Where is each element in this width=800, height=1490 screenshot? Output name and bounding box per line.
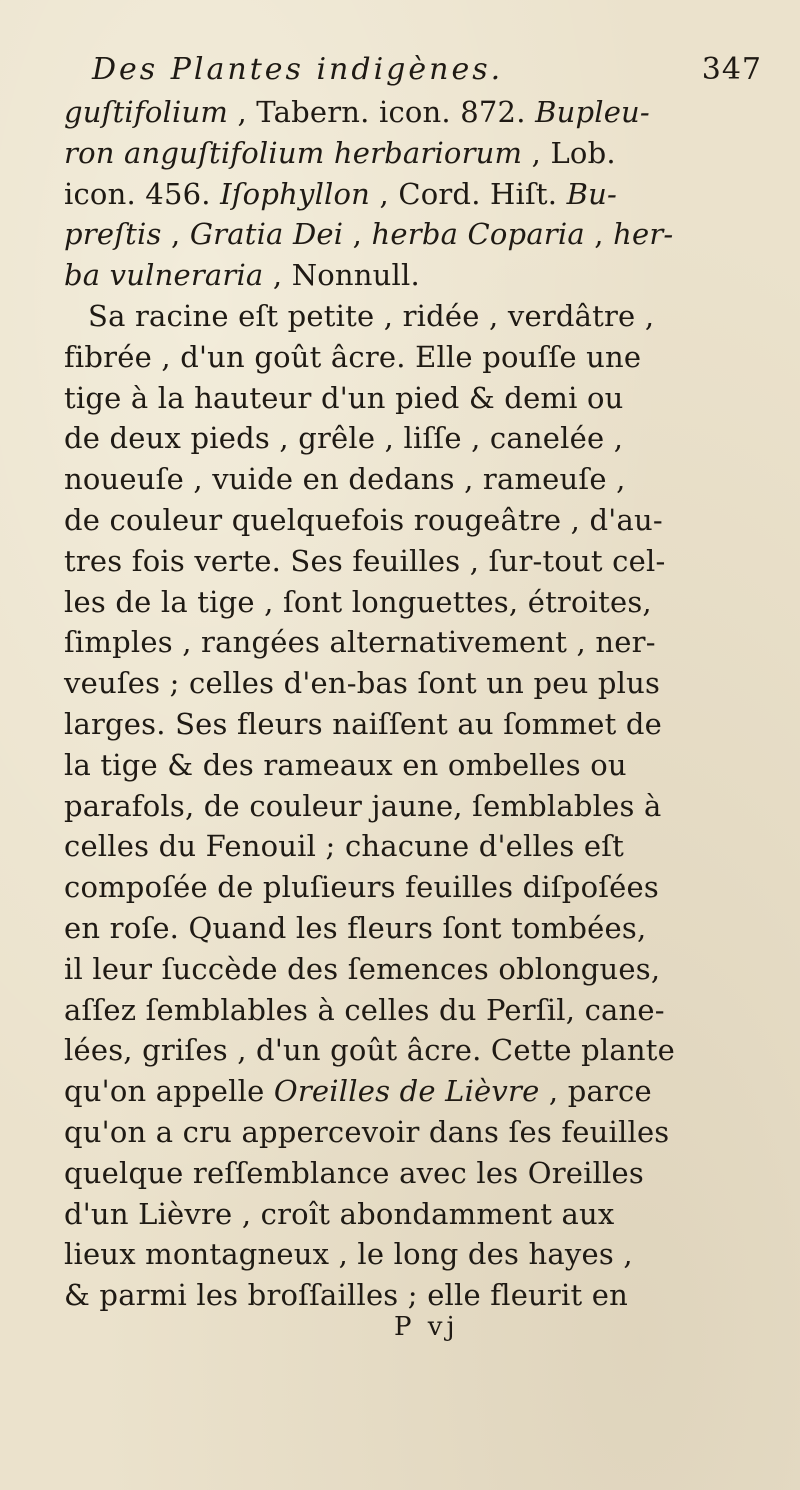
italic-segment: preſtis [64,217,162,252]
text-segment: de deux pieds , grêle , liſſe , canelée , [64,421,624,456]
text-segment: Sa racine eſt petite , ridée , verdâtre , [88,298,655,333]
text-segment: il leur ſuccède des ſemences oblongues, [64,951,661,986]
italic-segment: guſtifolium [64,95,229,129]
text-segment: tres fois verte. Ses feuilles , ſur-tout cel- [64,543,666,578]
italic-segment: Oreilles de Lièvre [273,1074,540,1109]
italic-segment: her- [613,217,674,252]
running-head [64,52,770,92]
italic-segment: Bu- [566,176,618,211]
text-segment: quelque reſſemblance avec les Oreilles [64,1155,644,1190]
text-line [64,826,770,867]
text-line [64,949,770,990]
text-line [64,867,770,908]
text-line [64,1030,770,1071]
body-text [64,92,770,1316]
text-segment: fibrée , d'un goût âcre. Elle pouſſe une [64,339,642,374]
text-segment: celles du Fenouil ; chacune d'elles eſt [64,829,624,864]
text-segment: noueuſe , vuide en dedans , rameuſe , [64,462,626,497]
page-number: 347 [701,52,762,87]
text-line [64,214,770,255]
text-segment: en roſe. Quand les fleurs ſont tombées, [64,910,647,945]
italic-segment: ba vulneraria [64,258,264,293]
text-segment: ſimples , rangées alternativement , ner- [64,625,656,660]
text-line [64,1234,770,1275]
text-segment: , parce [539,1074,652,1109]
text-segment: qu'on appelle [64,1074,274,1109]
text-line [64,663,770,704]
signature-text: P vj [394,1311,459,1342]
text-line [64,459,770,500]
text-segment: icon. 456. [64,176,221,211]
signature-mark [64,1311,770,1352]
italic-segment: Gratia Dei [189,217,344,252]
text-segment: d'un Lièvre , croît abondamment aux [64,1196,615,1231]
text-line [64,541,770,582]
text-line [64,1153,770,1194]
text-segment: , Tabern. icon. 872. [228,95,536,129]
text-line [64,908,770,949]
text-line [64,174,770,215]
text-segment: lieux montagneux , le long des hayes , [64,1237,633,1272]
text-segment: , Lob. [522,135,616,170]
text-line [64,990,770,1031]
text-line [64,745,770,786]
text-segment: , [161,217,190,252]
italic-segment: Iſophyllon [220,176,371,211]
text-segment: veuſes ; celles d'en-bas ſont un peu plus [64,666,661,701]
text-segment: , Cord. Hiſt. [370,176,567,211]
text-line [64,1194,770,1235]
text-segment: la tige & des rameaux en ombelles ou [64,747,627,782]
text-segment: , [343,217,372,252]
text-line [64,255,770,296]
text-segment: les de la tige , ſont longuettes, étroites, [64,584,652,619]
text-line [64,418,770,459]
text-line [64,786,770,827]
italic-segment: ron anguſtifolium herbariorum [64,135,523,170]
text-segment: , Nonnull. [263,258,420,293]
text-segment: aſſez ſemblables à celles du Perſil, cane- [64,992,665,1027]
text-line [64,92,770,133]
text-line [64,622,770,663]
text-line [64,378,770,419]
text-line [64,1275,770,1316]
text-segment: parafols, de couleur jaune, ſemblables à [64,788,662,823]
text-segment: larges. Ses fleurs naiſſent au ſommet de [64,706,662,741]
text-segment: de couleur quelquefois rougeâtre , d'au- [64,502,663,537]
text-line [64,500,770,541]
text-segment: qu'on a cru appercevoir dans ſes feuilles [64,1114,670,1149]
text-line [64,133,770,174]
text-line [64,1071,770,1112]
text-segment: , [584,217,614,252]
running-head-title: Des Plantes indigènes. [92,52,504,87]
text-line [64,582,770,623]
text-segment: & parmi les broſſailles ; elle fleurit en [64,1278,628,1313]
italic-segment: herba Coparia [371,217,585,252]
text-segment: compoſée de pluſieurs feuilles diſpoſées [64,870,659,905]
text-line [64,296,770,337]
text-line [64,704,770,745]
text-line [64,337,770,378]
text-line [64,1112,770,1153]
text-segment: tige à la hauteur d'un pied & demi ou [64,380,624,415]
text-segment: lées, griſes , d'un goût âcre. Cette plante [64,1033,675,1068]
italic-segment: Bupleu- [535,95,650,129]
